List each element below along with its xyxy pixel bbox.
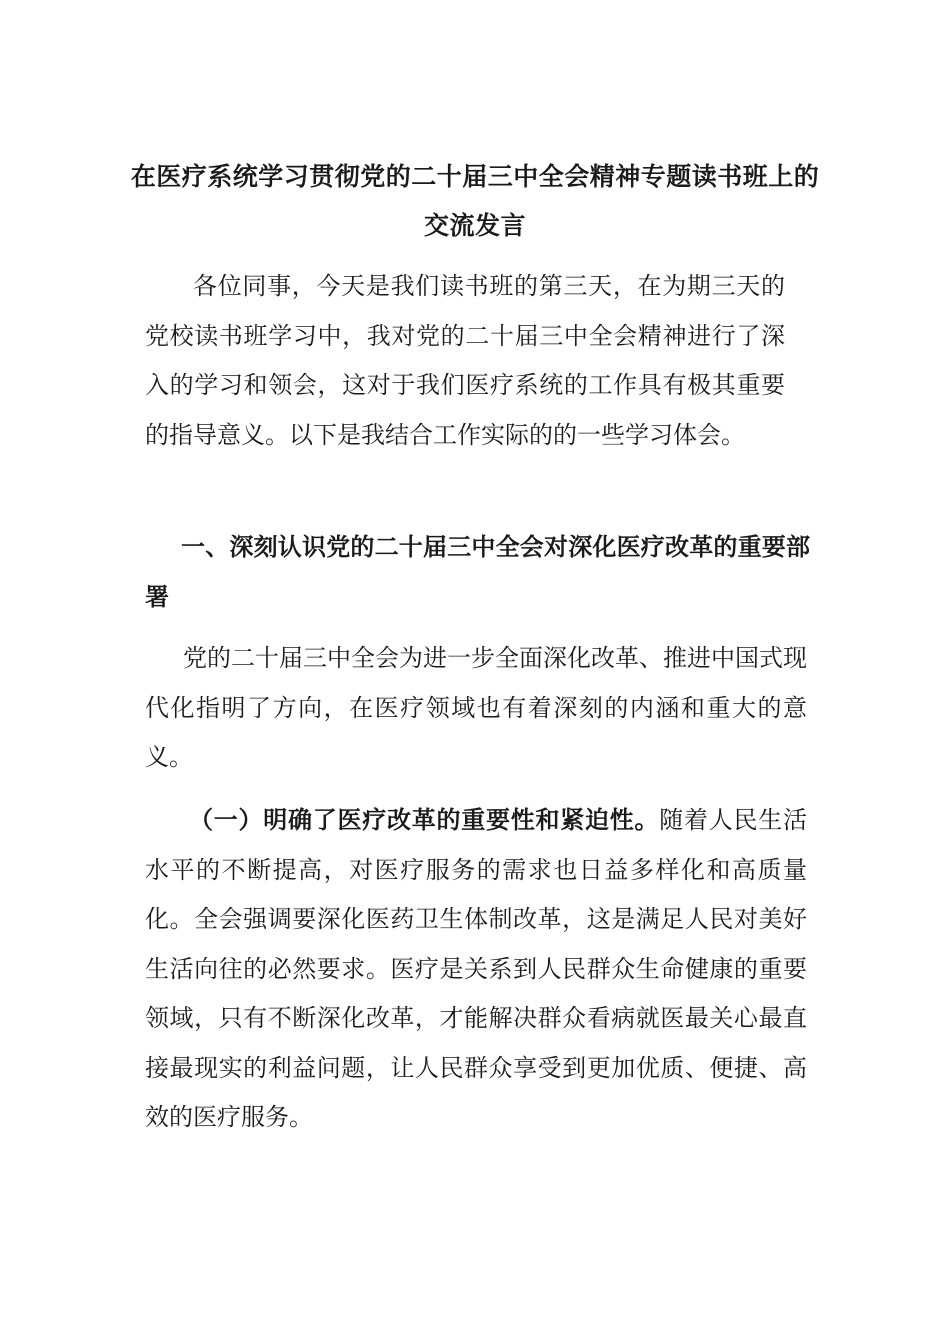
point-1-lead: （一）明确了医疗改革的重要性和紧迫性。 (189, 806, 660, 834)
point-1-body: 随着人民生活水平的不断提高，对医疗服务的需求也日益多样化和高质量化。全会强调要深化医药卫生体制改革，这是满足人民对美好生活向往的必然要求。医疗是关系到人民群众生命健康的重要领域，只有不断深化改革，才能解决群众看病就医最关心最直接最现实的利益问题，让人民群众享受到更加优质、便捷、高效的医疗服务。 (145, 806, 807, 1131)
intro-paragraph: 各位同事，今天是我们读书班的第三天，在为期三天的党校读书班学习中，我对党的二十届三中全会精神进行了深入的学习和领会，这对于我们医疗系统的工作具有极其重要的指导意义。以下是我结合工作实际的的一些学习体会。 (145, 272, 785, 449)
section-1-intro-paragraph: 党的二十届三中全会为进一步全面深化改革、推进中国式现代化指明了方向，在医疗领域也有着深刻的内涵和重大的意义。 (145, 644, 807, 771)
document-title: 在医疗系统学习贯彻党的二十届三中全会精神专题读书班上的交流发言 (130, 162, 820, 240)
point-1-paragraph (145, 796, 807, 1143)
section-1-heading: 一、深刻认识党的二十届三中全会对深化医疗改革的重要部署 (145, 533, 810, 611)
